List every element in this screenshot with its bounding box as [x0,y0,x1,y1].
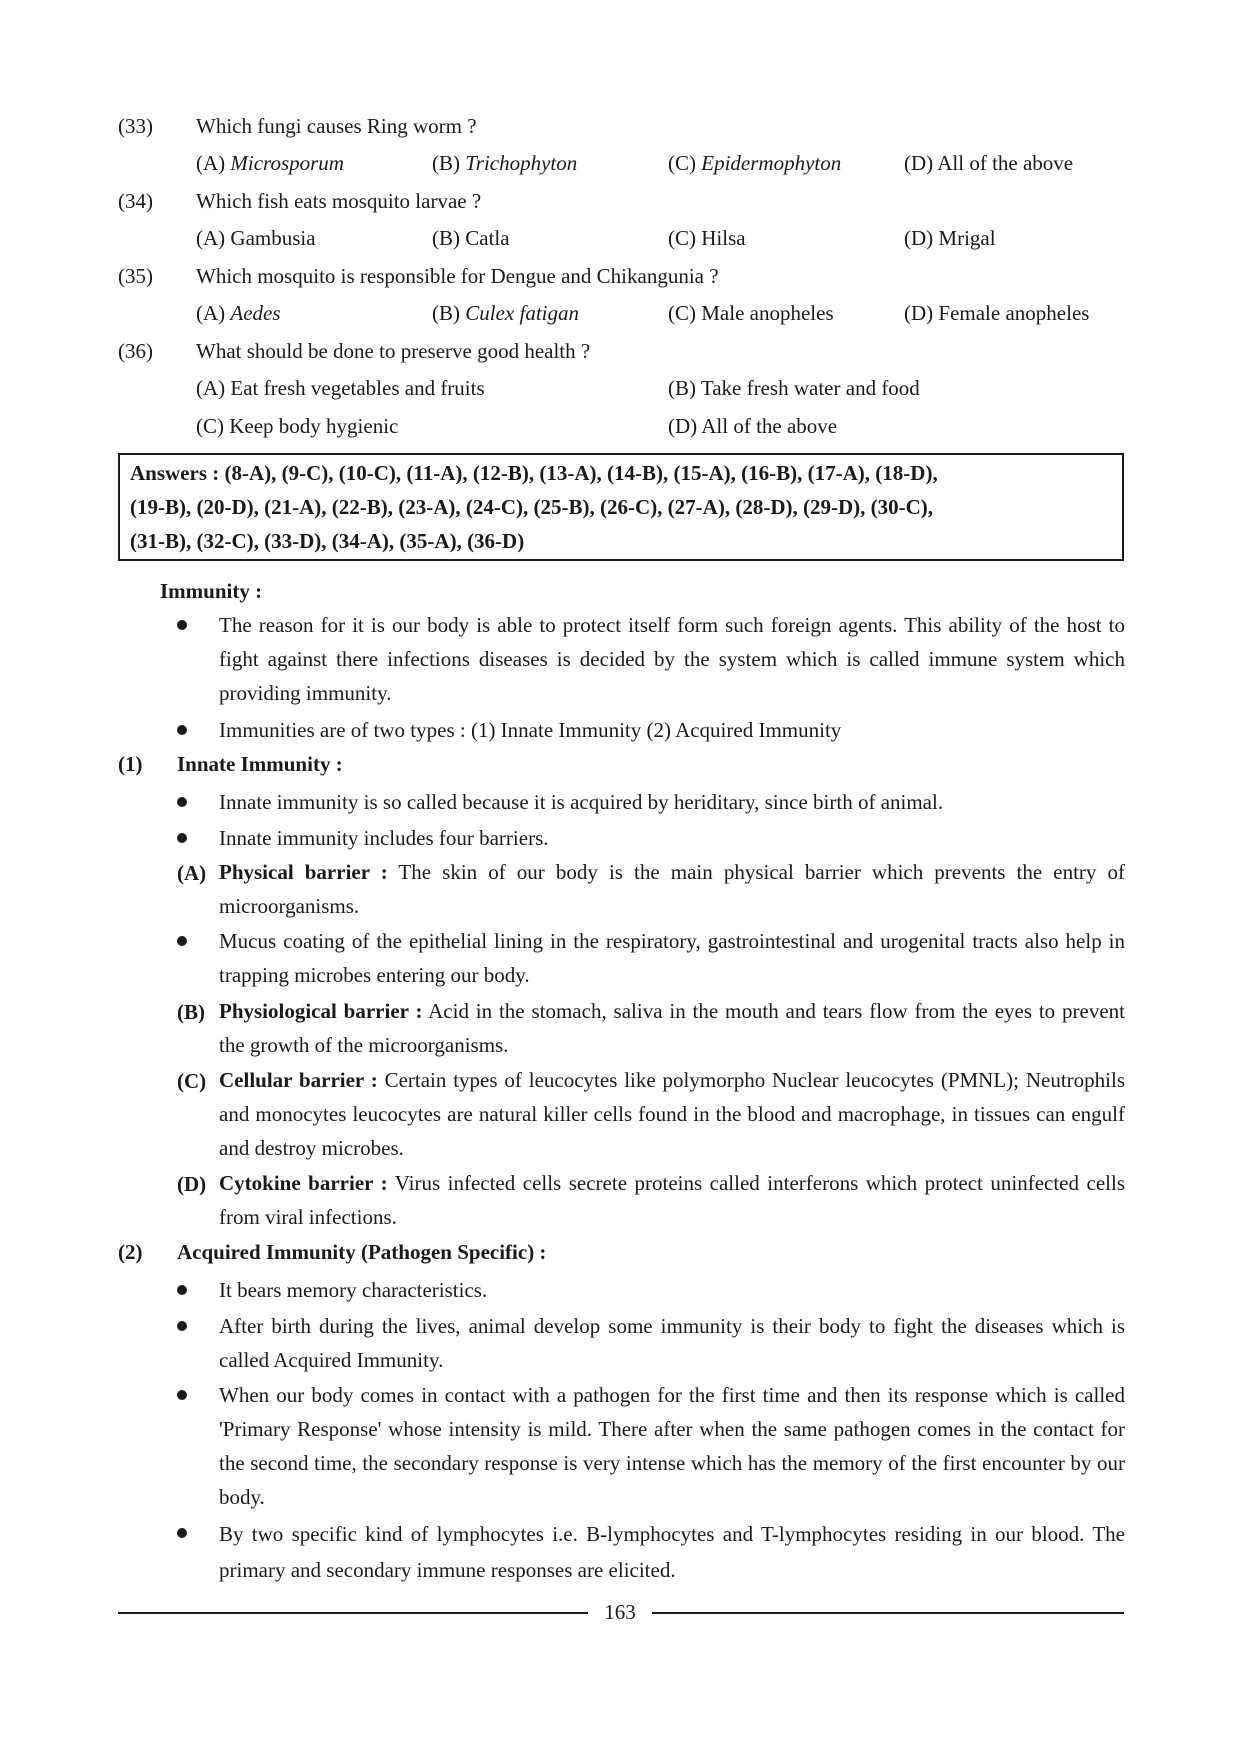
question-34-option-c: (C) Hilsa [668,226,746,250]
question-36-option-b: (B) Take fresh water and food [668,376,920,400]
bullet-icon [177,620,187,630]
physical-barrier-text: The skin of our body is the main physical barrier which prevents the entry of microorganisms. [219,860,1125,918]
acquired-bullet-1: It bears memory characteristics. [219,1278,488,1302]
cellular-barrier-title: Cellular barrier : [219,1068,378,1092]
question-33-option-c: (C) Epidermophyton [668,151,842,175]
bullet-icon [177,833,187,843]
question-33-option-b: (B) Trichophyton [432,151,578,175]
question-35-option-d: (D) Female anopheles [904,301,1090,325]
innate-heading: Innate Immunity : [177,752,343,776]
cellular-barrier-text: Certain types of leucocytes like polymorpho Nuclear leucocytes (PMNL); Neutrophils and monocytes leucocytes are natural killer cells found in the blood and macrophage, in tissues can engulf and destroy microbes. [219,1068,1125,1160]
acquired-bullet-2: After birth during the lives, animal develop some immunity is their body to fight the diseases which is called Acquired Immunity. [219,1314,1125,1372]
question-34-option-a: (A) Gambusia [196,226,316,250]
cytokine-barrier-paragraph [219,1166,1125,1234]
question-34-text: Which fish eats mosquito larvae ? [196,189,482,213]
question-33-option-d: (D) All of the above [904,151,1074,175]
question-33-number: (33) [118,114,153,138]
innate-section-number: (1) [118,752,143,776]
bullet-icon [177,725,187,735]
footer-rule-left [118,1612,588,1614]
question-34-option-b: (B) Catla [432,226,510,250]
physiological-barrier-paragraph [219,994,1125,1062]
barrier-c-label: (C) [177,1069,207,1093]
page-number: 163 [604,1600,636,1624]
question-36-number: (36) [118,339,153,363]
question-35-option-c: (C) Male anopheles [668,301,834,325]
question-33-text: Which fungi causes Ring worm ? [196,114,477,138]
innate-bullet-3: Mucus coating of the epithelial lining in the respiratory, gastrointestinal and urogenital tracts also help in trapping microbes entering our body. [219,929,1125,987]
bullet-icon [177,1528,187,1538]
physiological-barrier-text: Acid in the stomach, saliva in the mouth and tears flow from the eyes to prevent the growth of the microorganisms. [219,999,1125,1057]
cytokine-barrier-title: Cytokine barrier : [219,1171,388,1195]
question-35-option-b: (B) Culex fatigan [432,301,579,325]
answers-line-3: (31-B), (32-C), (33-D), (34-A), (35-A), (36-D) [130,529,525,553]
innate-bullet-2: Innate immunity includes four barriers. [219,826,549,850]
cytokine-barrier-text: Virus infected cells secrete proteins called interferons which protect uninfected cells from viral infections. [219,1171,1125,1229]
immunity-bullet-2: Immunities are of two types : (1) Innate Immunity (2) Acquired Immunity [219,718,842,742]
immunity-bullet-1: The reason for it is our body is able to protect itself form such foreign agents. This ability of the host to fight against there infections diseases is decided by the system which is called immune system which providing immunity. [219,613,1125,705]
innate-bullet-1: Innate immunity is so called because it is acquired by heriditary, since birth of animal. [219,790,944,814]
cellular-barrier-paragraph [219,1063,1125,1165]
acquired-heading: Acquired Immunity (Pathogen Specific) : [177,1240,547,1264]
barrier-a-label: (A) [177,861,207,885]
barrier-b-label: (B) [177,1000,205,1024]
question-35-text: Which mosquito is responsible for Dengue and Chikangunia ? [196,264,719,288]
physical-barrier-paragraph [219,855,1125,923]
question-34-option-d: (D) Mrigal [904,226,996,250]
physical-barrier-title: Physical barrier : [219,860,388,884]
bullet-icon [177,797,187,807]
question-36-text: What should be done to preserve good health ? [196,339,591,363]
question-34-number: (34) [118,189,153,213]
question-36-option-d: (D) All of the above [668,414,838,438]
answers-line-2: (19-B), (20-D), (21-A), (22-B), (23-A), (24-C), (25-B), (26-C), (27-A), (28-D), (29-D), (30-C), [130,495,934,519]
question-36-option-c: (C) Keep body hygienic [196,414,399,438]
bullet-icon [177,936,187,946]
bullet-icon [177,1285,187,1295]
question-35-number: (35) [118,264,153,288]
bullet-icon [177,1321,187,1331]
acquired-section-number: (2) [118,1240,143,1264]
answers-line-1: Answers : (8-A), (9-C), (10-C), (11-A), (12-B), (13-A), (14-B), (15-A), (16-B), (17-A), (18-D), [130,461,938,485]
physiological-barrier-title: Physiological barrier : [219,999,423,1023]
barrier-d-label: (D) [177,1172,207,1196]
bullet-icon [177,1390,187,1400]
acquired-bullet-4: By two specific kind of lymphocytes i.e. B-lymphocytes and T-lymphocytes residing in our blood. The primary and secondary immune responses are elicited. [219,1522,1125,1582]
question-35-option-a: (A) Aedes [196,301,281,325]
acquired-bullet-3: When our body comes in contact with a pathogen for the first time and then its response which is called 'Primary Response' whose intensity is mild. There after when the same pathogen comes in the contact for the second time, the secondary response is very intense which has the memory of the first encounter by our body. [219,1383,1125,1509]
immunity-heading: Immunity : [160,579,263,603]
question-33-option-a: (A) Microsporum [196,151,344,175]
footer-rule-right [652,1612,1124,1614]
question-36-option-a: (A) Eat fresh vegetables and fruits [196,376,485,400]
